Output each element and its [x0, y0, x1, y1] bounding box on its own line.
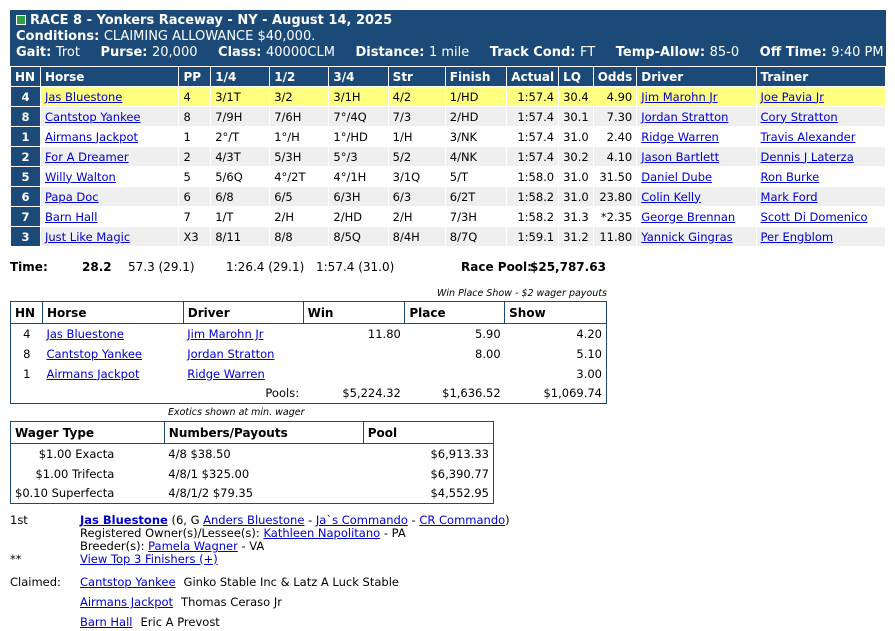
wps-row	[11, 344, 607, 364]
cell-horse	[40, 147, 179, 167]
cell-pp: 4	[179, 87, 211, 107]
driver-link[interactable]: Ridge Warren	[641, 129, 719, 144]
class-value: 40000CLM	[266, 45, 335, 60]
wps-driver-link[interactable]: Ridge Warren	[187, 366, 265, 381]
col-stretch: Str	[388, 67, 445, 87]
cell-lq: 31.2	[559, 227, 594, 247]
wps-note: Win Place Show - $2 wager payouts	[437, 288, 607, 299]
result-row	[11, 167, 886, 187]
pools-label: Pools:	[265, 386, 300, 401]
cell-horse	[40, 227, 179, 247]
cell-finish: 2/HD	[445, 107, 506, 127]
claimed-horse-link[interactable]: Airmans Jackpot	[80, 595, 174, 609]
exotic-type: $0.10 Superfecta	[15, 486, 115, 501]
cell-finish: 4/NK	[445, 147, 506, 167]
cell-three-quarter: 4°/1H	[329, 167, 388, 187]
trainer-link[interactable]: Joe Pavia Jr	[760, 89, 824, 104]
distance-label: Distance:	[355, 45, 425, 60]
cell-driver	[637, 107, 756, 127]
cell-driver	[637, 227, 756, 247]
claimed-row	[80, 595, 282, 609]
cell-finish: 3/NK	[445, 127, 506, 147]
col-horse: Horse	[40, 67, 179, 87]
claimed-label: Claimed:	[10, 575, 61, 589]
col-actual: Actual	[507, 67, 559, 87]
exotics-col-wager: Wager Type	[11, 422, 165, 444]
cell-stretch: 4/2	[388, 87, 445, 107]
exotic-pool: $6,913.33	[430, 446, 489, 461]
cell-horse	[40, 127, 179, 147]
sep-1: -	[308, 513, 313, 527]
race-title: RACE 8 - Yonkers Raceway - NY - August 14, 2025	[30, 13, 393, 28]
exotics-note: Exotics shown at min. wager	[168, 407, 305, 418]
col-hn: HN	[11, 67, 41, 87]
wps-horse-link[interactable]: Jas Bluestone	[46, 326, 124, 341]
cell-finish: 8/7Q	[445, 227, 506, 247]
cell-pp: 5	[179, 167, 211, 187]
wps-col-win: Win	[303, 302, 405, 324]
cell-hn: 6	[11, 187, 41, 207]
cell-three-quarter: 7°/4Q	[329, 107, 388, 127]
cell-lq: 30.2	[559, 147, 594, 167]
pool-place: $1,636.52	[442, 386, 501, 401]
wps-hn: 8	[23, 346, 31, 361]
cell-stretch: 5/2	[388, 147, 445, 167]
trainer-link[interactable]: Travis Alexander	[760, 129, 856, 144]
cell-quarter: 3/1T	[211, 87, 270, 107]
cell-odds: 7.30	[593, 107, 637, 127]
horse-link[interactable]: Barn Hall	[44, 209, 98, 224]
wps-col-show: Show	[505, 302, 607, 324]
cell-hn: 1	[11, 127, 41, 147]
result-row	[11, 227, 886, 247]
horse-link[interactable]: Jas Bluestone	[44, 89, 123, 104]
damsire-link[interactable]: CR Commando	[419, 513, 506, 527]
cell-finish: 5/T	[445, 167, 506, 187]
wps-driver-link[interactable]: Jordan Stratton	[187, 346, 275, 361]
wps-col-driver: Driver	[183, 302, 303, 324]
cell-odds: *2.35	[593, 207, 637, 227]
owner-link[interactable]: Kathleen Napolitano	[263, 526, 381, 540]
trainer-link[interactable]: Scott Di Domenico	[760, 209, 868, 224]
close-paren: )	[505, 513, 510, 527]
race-pool-value: $25,787.63	[530, 260, 606, 274]
wps-body	[11, 324, 607, 384]
cell-quarter: 5/6Q	[211, 167, 270, 187]
cell-hn: 7	[11, 207, 41, 227]
exotic-row	[11, 464, 494, 484]
cell-finish: 7/3H	[445, 207, 506, 227]
exotic-row	[11, 484, 494, 504]
wps-table	[10, 301, 607, 404]
cell-hn: 8	[11, 107, 41, 127]
cell-half: 6/5	[270, 187, 329, 207]
temp-label: Temp-Allow:	[615, 45, 706, 60]
trainer-link[interactable]: Mark Ford	[760, 189, 818, 204]
class-label: Class:	[218, 45, 262, 60]
cell-half: 1°/H	[270, 127, 329, 147]
wps-show: 3.00	[576, 366, 602, 381]
cell-pp: 1	[179, 127, 211, 147]
cell-odds: 11.80	[593, 227, 637, 247]
driver-link[interactable]: Daniel Dube	[641, 169, 713, 184]
cell-odds: 31.50	[593, 167, 637, 187]
result-row	[11, 127, 886, 147]
col-half: 1/2	[270, 67, 329, 87]
col-pp: PP	[179, 67, 211, 87]
col-finish: Finish	[445, 67, 506, 87]
exotic-payout: 4/8/1 $325.00	[168, 466, 250, 481]
horse-link[interactable]: Papa Doc	[44, 189, 99, 204]
wps-col-horse: Horse	[42, 302, 183, 324]
split-three-quarter: 1:26.4 (29.1)	[226, 260, 305, 274]
cell-lq: 31.3	[559, 207, 594, 227]
cell-half: 4°/2T	[270, 167, 329, 187]
wps-pools-row	[11, 384, 607, 404]
horse-link[interactable]: Airmans Jackpot	[44, 129, 138, 144]
trainer-link[interactable]: Per Engblom	[760, 229, 834, 244]
cell-half: 5/3H	[270, 147, 329, 167]
wps-show: 4.20	[576, 326, 602, 341]
owner-line	[80, 526, 406, 540]
cell-lq: 31.0	[559, 187, 594, 207]
exotic-type: $1.00 Trifecta	[35, 466, 115, 481]
wps-place: 5.90	[475, 326, 501, 341]
driver-link[interactable]: Jim Marohn Jr	[641, 89, 718, 104]
cell-hn: 2	[11, 147, 41, 167]
conditions-label: Conditions:	[16, 29, 100, 44]
cell-trainer	[756, 227, 885, 247]
exotic-payout: 4/8/1/2 $79.35	[168, 486, 254, 501]
split-half: 57.3 (29.1)	[128, 260, 195, 274]
cell-horse	[40, 167, 179, 187]
cell-lq: 30.4	[559, 87, 594, 107]
cell-actual: 1:57.4	[507, 87, 559, 107]
track-label: Track Cond:	[489, 45, 576, 60]
status-square-icon	[16, 15, 26, 25]
race-info-row	[16, 45, 884, 61]
cell-stretch: 7/3	[388, 107, 445, 127]
breeder-location: - VA	[241, 539, 265, 553]
cell-trainer	[756, 187, 885, 207]
wps-hn: 4	[23, 326, 31, 341]
purse-label: Purse:	[100, 45, 148, 60]
wps-col-place: Place	[405, 302, 505, 324]
stars: **	[10, 552, 22, 566]
cell-half: 3/2	[270, 87, 329, 107]
driver-link[interactable]: Colin Kelly	[641, 189, 701, 204]
wps-hn: 1	[23, 366, 31, 381]
cell-quarter: 7/9H	[211, 107, 270, 127]
cell-odds: 2.40	[593, 127, 637, 147]
cell-three-quarter: 1°/HD	[329, 127, 388, 147]
cell-stretch: 8/4H	[388, 227, 445, 247]
col-driver: Driver	[637, 67, 756, 87]
exotics-table	[10, 421, 494, 504]
cell-three-quarter: 8/5Q	[329, 227, 388, 247]
claimed-by: Ginko Stable Inc & Latz A Luck Stable	[183, 575, 399, 589]
trainer-link[interactable]: Dennis J Laterza	[760, 149, 854, 164]
cell-trainer	[756, 127, 885, 147]
cell-trainer	[756, 87, 885, 107]
wps-row	[11, 364, 607, 384]
cell-trainer	[756, 207, 885, 227]
wps-place: 8.00	[475, 346, 501, 361]
cell-stretch: 2/H	[388, 207, 445, 227]
breeder-label: Breeder(s):	[80, 539, 145, 553]
cell-quarter: 4/3T	[211, 147, 270, 167]
exotic-pool: $4,552.95	[430, 486, 489, 501]
cell-pp: 2	[179, 147, 211, 167]
claimed-by: Thomas Ceraso Jr	[181, 595, 282, 609]
cell-quarter: 6/8	[211, 187, 270, 207]
claimed-horse-link[interactable]: Barn Hall	[80, 615, 133, 629]
cell-driver	[637, 207, 756, 227]
gait-label: Gait:	[16, 45, 52, 60]
winner-place: 1st	[10, 513, 28, 527]
breeder-link[interactable]: Pamela Wagner	[148, 539, 238, 553]
driver-link[interactable]: Jordan Stratton	[641, 109, 729, 124]
race-header	[10, 10, 886, 66]
result-row	[11, 87, 886, 107]
wps-row	[11, 324, 607, 344]
cell-hn: 3	[11, 227, 41, 247]
wps-header-row	[11, 302, 607, 324]
pool-show: $1,069.74	[543, 386, 602, 401]
wps-horse-link[interactable]: Cantstop Yankee	[46, 346, 143, 361]
temp-value: 85-0	[709, 45, 740, 60]
pool-win: $5,224.32	[342, 386, 401, 401]
cell-actual: 1:59.1	[507, 227, 559, 247]
top3-line	[10, 552, 218, 566]
driver-link[interactable]: George Brennan	[641, 209, 736, 224]
col-three-quarter: 3/4	[329, 67, 388, 87]
exotics-body	[11, 444, 494, 504]
cell-pp: 7	[179, 207, 211, 227]
cell-horse	[40, 107, 179, 127]
gait-value: Trot	[55, 45, 80, 60]
exotic-payout: 4/8 $38.50	[168, 446, 231, 461]
cell-odds: 23.80	[593, 187, 637, 207]
off-time-label: Off Time:	[759, 45, 827, 60]
exotic-type: $1.00 Exacta	[38, 446, 115, 461]
cell-lq: 31.0	[559, 127, 594, 147]
results-body	[11, 87, 886, 247]
col-trainer: Trainer	[756, 67, 885, 87]
cell-trainer	[756, 107, 885, 127]
cell-quarter: 2°/T	[211, 127, 270, 147]
cell-stretch: 3/1Q	[388, 167, 445, 187]
col-quarter: 1/4	[211, 67, 270, 87]
cell-lq: 31.0	[559, 167, 594, 187]
cell-trainer	[756, 147, 885, 167]
cell-quarter: 8/11	[211, 227, 270, 247]
trainer-link[interactable]: Ron Burke	[760, 169, 820, 184]
cell-trainer	[756, 167, 885, 187]
split-quarter: 28.2	[82, 260, 112, 274]
exotics-col-pool: Pool	[363, 422, 493, 444]
horse-link[interactable]: Willy Walton	[44, 169, 116, 184]
race-pool-label: Race Pool:	[461, 260, 532, 274]
horse-link[interactable]: Just Like Magic	[44, 229, 131, 244]
wps-win: 11.80	[367, 326, 401, 341]
winner-line	[10, 513, 510, 527]
cell-actual: 1:57.4	[507, 147, 559, 167]
exotic-pool: $6,390.77	[430, 466, 489, 481]
wps-col-hn: HN	[11, 302, 43, 324]
cell-horse	[40, 207, 179, 227]
sep-2: -	[411, 513, 416, 527]
cell-quarter: 1/T	[211, 207, 270, 227]
cell-finish: 6/2T	[445, 187, 506, 207]
result-row	[11, 107, 886, 127]
cell-pp: X3	[179, 227, 211, 247]
race-title-row	[16, 13, 880, 29]
distance-value: 1 mile	[428, 45, 470, 60]
cell-pp: 6	[179, 187, 211, 207]
exotics-header-row	[11, 422, 494, 444]
cell-lq: 30.1	[559, 107, 594, 127]
claimed-horse-link[interactable]: Cantstop Yankee	[80, 575, 176, 589]
cell-actual: 1:57.4	[507, 107, 559, 127]
cell-odds: 4.90	[593, 87, 637, 107]
result-row	[11, 207, 886, 227]
cell-finish: 1/HD	[445, 87, 506, 107]
claimed-by: Eric A Prevost	[140, 615, 220, 629]
conditions-row	[16, 29, 880, 45]
cell-half: 7/6H	[270, 107, 329, 127]
cell-three-quarter: 6/3H	[329, 187, 388, 207]
cell-three-quarter: 2/HD	[329, 207, 388, 227]
result-row	[11, 187, 886, 207]
cell-actual: 1:58.2	[507, 207, 559, 227]
cell-hn: 4	[11, 87, 41, 107]
cell-hn: 5	[11, 167, 41, 187]
winner-horse-link[interactable]: Jas Bluestone	[80, 513, 168, 527]
cell-actual: 1:58.2	[507, 187, 559, 207]
cell-horse	[40, 87, 179, 107]
results-table	[10, 66, 886, 247]
cell-driver	[637, 147, 756, 167]
horse-link[interactable]: Cantstop Yankee	[44, 109, 141, 124]
wps-horse-link[interactable]: Airmans Jackpot	[46, 366, 140, 381]
cell-actual: 1:57.4	[507, 127, 559, 147]
track-value: FT	[580, 45, 596, 60]
horse-link[interactable]: For A Dreamer	[44, 149, 129, 164]
cell-horse	[40, 187, 179, 207]
cell-driver	[637, 167, 756, 187]
driver-link[interactable]: Yannick Gingras	[641, 229, 733, 244]
driver-link[interactable]: Jason Bartlett	[641, 149, 720, 164]
result-row	[11, 147, 886, 167]
dam-link[interactable]: Ja`s Commando	[315, 513, 408, 527]
purse-value: 20,000	[152, 45, 198, 60]
breeder-line	[80, 539, 264, 553]
cell-odds: 4.10	[593, 147, 637, 167]
col-lq: LQ	[559, 67, 594, 87]
col-odds: Odds	[593, 67, 637, 87]
exotic-row	[11, 444, 494, 464]
off-time-value: 9:40 PM	[831, 45, 884, 60]
cell-actual: 1:58.0	[507, 167, 559, 187]
winner-desc: (6, G	[171, 513, 200, 527]
view-top3-link[interactable]: View Top 3 Finishers (+)	[80, 552, 218, 566]
owner-location: - PA	[383, 526, 406, 540]
trainer-link[interactable]: Cory Stratton	[760, 109, 838, 124]
split-final: 1:57.4 (31.0)	[316, 260, 395, 274]
conditions-value: CLAIMING ALLOWANCE $40,000.	[103, 29, 316, 44]
wps-show: 5.10	[576, 346, 602, 361]
claimed-row	[80, 575, 399, 589]
cell-stretch: 1/H	[388, 127, 445, 147]
results-header-row	[11, 67, 886, 87]
cell-three-quarter: 3/1H	[329, 87, 388, 107]
cell-half: 2/H	[270, 207, 329, 227]
cell-pp: 8	[179, 107, 211, 127]
time-label: Time:	[10, 260, 48, 274]
cell-half: 8/8	[270, 227, 329, 247]
claimed-row	[80, 615, 220, 629]
cell-driver	[637, 87, 756, 107]
cell-three-quarter: 5°/3	[329, 147, 388, 167]
cell-driver	[637, 127, 756, 147]
owner-label: Registered Owner(s)/Lessee(s):	[80, 526, 260, 540]
sire-link[interactable]: Anders Bluestone	[203, 513, 305, 527]
cell-driver	[637, 187, 756, 207]
cell-stretch: 6/3	[388, 187, 445, 207]
exotics-col-numbers: Numbers/Payouts	[164, 422, 363, 444]
wps-driver-link[interactable]: Jim Marohn Jr	[187, 326, 264, 341]
